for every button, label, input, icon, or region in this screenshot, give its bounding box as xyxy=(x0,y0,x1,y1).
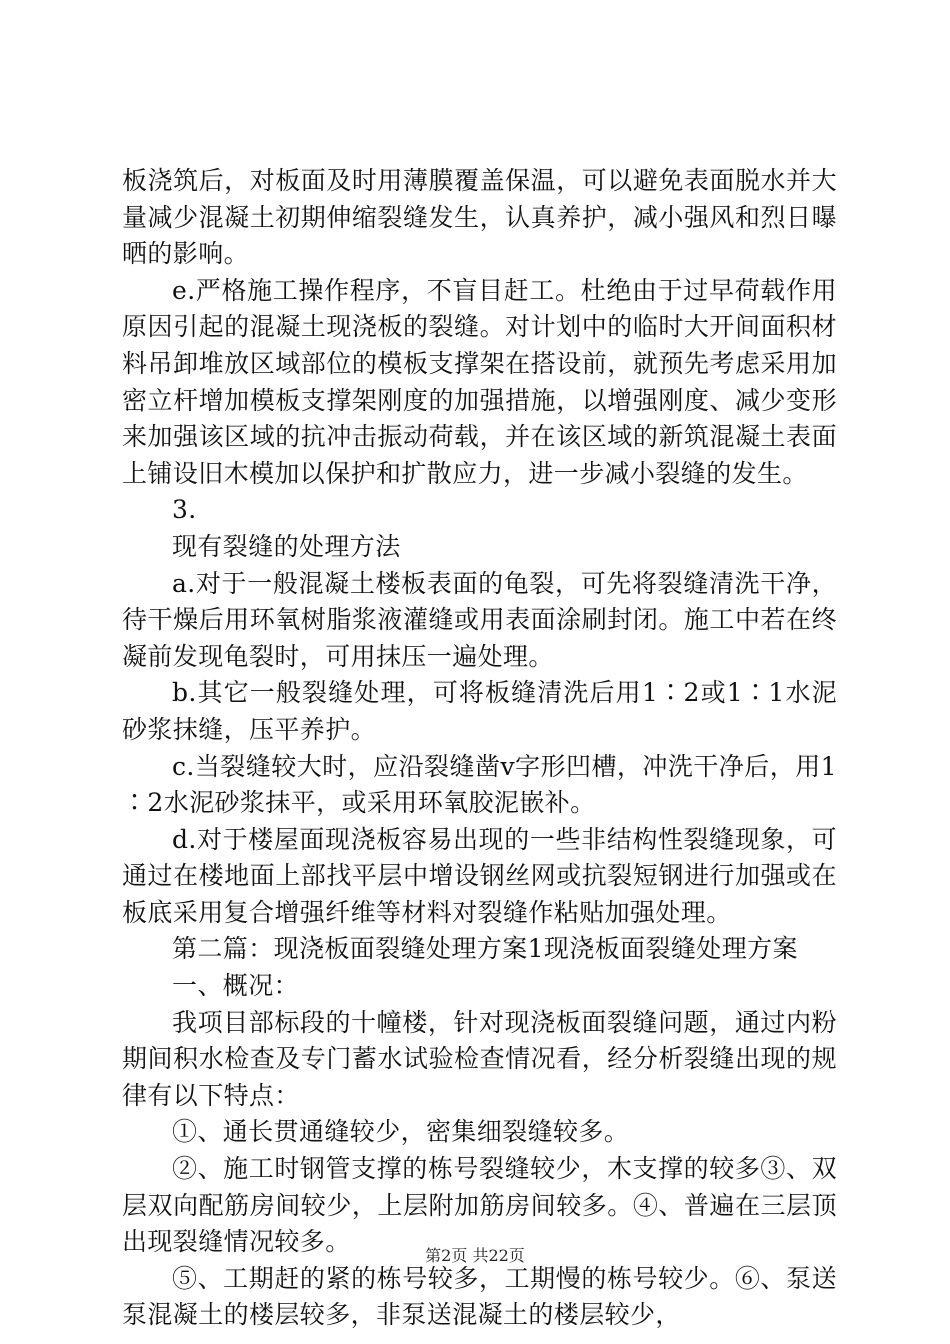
body-paragraph: 3. xyxy=(172,495,197,525)
body-paragraph: ⑤、工期赶的紧的栋号较多，工期慢的栋号较少。⑥、泵送泵混凝土的楼层较多，非泵送混凝土的楼层较少， xyxy=(122,1263,837,1330)
body-paragraph: 我项目部标段的十幢楼，针对现浇板面裂缝问题，通过内粉期间积水检查及专门蓄水试验检查情况看，经分析裂缝出现的规律有以下特点： xyxy=(122,1007,837,1110)
body-paragraph: 现有裂缝的处理方法 xyxy=(172,531,401,561)
body-paragraph: ②、施工时钢管支撑的栋号裂缝较少，木支撑的较多③、双层双向配筋房间较少，上层附加筋房间较多。④、普遍在三层顶出现裂缝情况较多。 xyxy=(122,1154,837,1257)
document-body xyxy=(122,163,837,1334)
body-paragraph: b.其它一般裂缝处理，可将板缝清洗后用1∶2或1∶1水泥砂浆抹缝，压平养护。 xyxy=(122,678,837,744)
body-paragraph: 第二篇：现浇板面裂缝处理方案1现浇板面裂缝处理方案 xyxy=(172,934,798,964)
body-paragraph: e.严格施工操作程序，不盲目赶工。杜绝由于过早荷载作用原因引起的混凝土现浇板的裂缝。对计划中的临时大开间面积材料吊卸堆放区域部位的模板支撑架在搭设前，就预先考虑采用加密立杆增加模板支撑架刚度的加强措施，以增强刚度、减少变形来加强该区域的抗冲击振动荷载，并在该区域的新筑混凝土表面上铺设旧木模加以保护和扩散应力，进一步减小裂缝的发生。 xyxy=(122,275,837,488)
body-paragraph: c.当裂缝较大时，应沿裂缝凿v字形凹槽，冲洗干净后，用1∶2水泥砂浆抹平，或采用环氧胶泥嵌补。 xyxy=(122,751,837,818)
body-paragraph: ①、通长贯通缝较少，密集细裂缝较多。 xyxy=(172,1117,630,1147)
body-paragraph: d.对于楼屋面现浇板容易出现的一些非结构性裂缝现象，可通过在楼地面上部找平层中增设钢丝网或抗裂短钢进行加强或在板底采用复合增强纤维等材料对裂缝作粘贴加强处理。 xyxy=(122,824,837,927)
body-paragraph: 一、概况： xyxy=(172,971,300,1001)
body-paragraph: a.对于一般混凝土楼板表面的龟裂，可先将裂缝清洗干净，待干燥后用环氧树脂浆液灌缝或用表面涂刷封闭。施工中若在终凝前发现龟裂时，可用抹压一遍处理。 xyxy=(122,568,837,671)
page-footer: 第2页 共22页 xyxy=(425,1246,525,1265)
body-paragraph: 板浇筑后，对板面及时用薄膜覆盖保温，可以避免表面脱水并大量减少混凝土初期伸缩裂缝发生，认真养护，减小强风和烈日曝晒的影响。 xyxy=(122,166,837,269)
